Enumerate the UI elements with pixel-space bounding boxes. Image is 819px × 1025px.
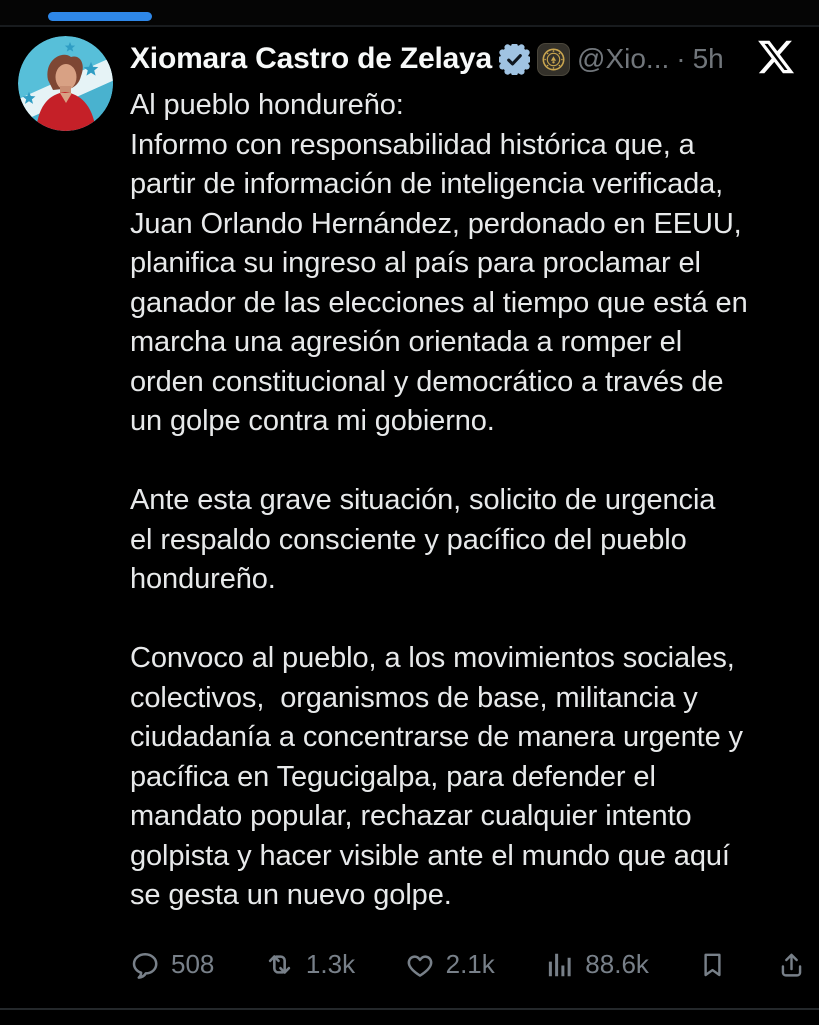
tweet-card: [0, 27, 819, 988]
tweet-text-line: marcha una agresión orientada a romper el: [130, 326, 683, 358]
tweet-text-line: ganador de las elecciones al tiempo que está en: [130, 286, 748, 319]
reply-button[interactable]: [130, 949, 214, 980]
tweet-body: [130, 86, 796, 916]
bookmark-button[interactable]: [698, 950, 727, 979]
tweet-text-line: ciudadanía a concentrarse de manera urgente y: [130, 721, 743, 753]
tweet-text-line: colectivos, organismos de base, militancia y: [130, 681, 698, 714]
like-button[interactable]: [405, 949, 495, 980]
tweet-text-line: golpista y hacer visible ante el mundo que aquí: [130, 839, 730, 872]
tweet-text-line: Convoco al pueblo, a los movimientos sociales,: [130, 642, 735, 674]
view-count: 88.6k: [585, 949, 649, 979]
like-count: 2.1k: [445, 949, 495, 979]
share-icon: [777, 950, 806, 979]
tweet-text-line: orden constitucional y democrático a través de: [130, 365, 724, 398]
tweet-text-line: Juan Orlando Hernández, perdonado en EEUU,: [130, 207, 742, 240]
share-button[interactable]: [777, 950, 806, 979]
tweet-content: [130, 36, 796, 988]
avatar[interactable]: [18, 36, 113, 131]
reply-icon: [130, 950, 160, 980]
tweet-text-line: Al pueblo hondureño:: [130, 89, 404, 121]
tweet-paragraph: [130, 86, 796, 442]
like-icon: [405, 950, 435, 980]
repost-count: 1.3k: [305, 949, 356, 979]
bottom-divider: [0, 1008, 819, 1025]
affiliate-badge-icon[interactable]: [537, 43, 570, 76]
tweet-paragraph: [130, 481, 796, 600]
tweet-text-line: planifica su ingreso al país para proclamar el: [130, 247, 701, 279]
tweet-paragraph: [130, 639, 796, 916]
reply-count: 508: [171, 949, 215, 979]
avatar-image: [18, 36, 113, 131]
tweet-text-line: pacífica en Tegucigalpa, para defender el: [130, 760, 656, 793]
bookmark-icon: [698, 950, 727, 979]
tweet-text-line: hondureño.: [130, 563, 276, 595]
x-logo-icon[interactable]: [756, 37, 796, 82]
repost-icon: [264, 949, 295, 980]
tweet-text-line: el respaldo consciente y pacífico del pueblo: [130, 523, 687, 556]
tweet-header: [130, 36, 796, 82]
timestamp[interactable]: 5h: [692, 43, 724, 74]
tweet-text-line: un golpe contra mi gobierno.: [130, 405, 495, 437]
action-bar: [130, 942, 806, 988]
verified-badge-icon[interactable]: [499, 44, 530, 75]
views-icon: [544, 950, 574, 980]
tweet-text-line: Ante esta grave situación, solicito de urgencia: [130, 484, 716, 516]
tweet-text-line: se gesta un nuevo golpe.: [130, 879, 452, 911]
top-progress-bar: [48, 12, 152, 21]
top-status-strip: [0, 0, 819, 27]
tweet-text-line: partir de información de inteligencia verificada,: [130, 168, 724, 200]
tweet-text-line: Informo con responsabilidad histórica que, a: [130, 128, 695, 161]
author-name[interactable]: Xiomara Castro de Zelaya: [130, 42, 493, 75]
author-handle: @Xio...: [577, 43, 670, 74]
tweet-text-line: mandato popular, rechazar cualquier intento: [130, 800, 692, 832]
repost-button[interactable]: [264, 949, 355, 980]
views-button[interactable]: [544, 949, 649, 980]
separator-dot: ·: [676, 43, 686, 74]
